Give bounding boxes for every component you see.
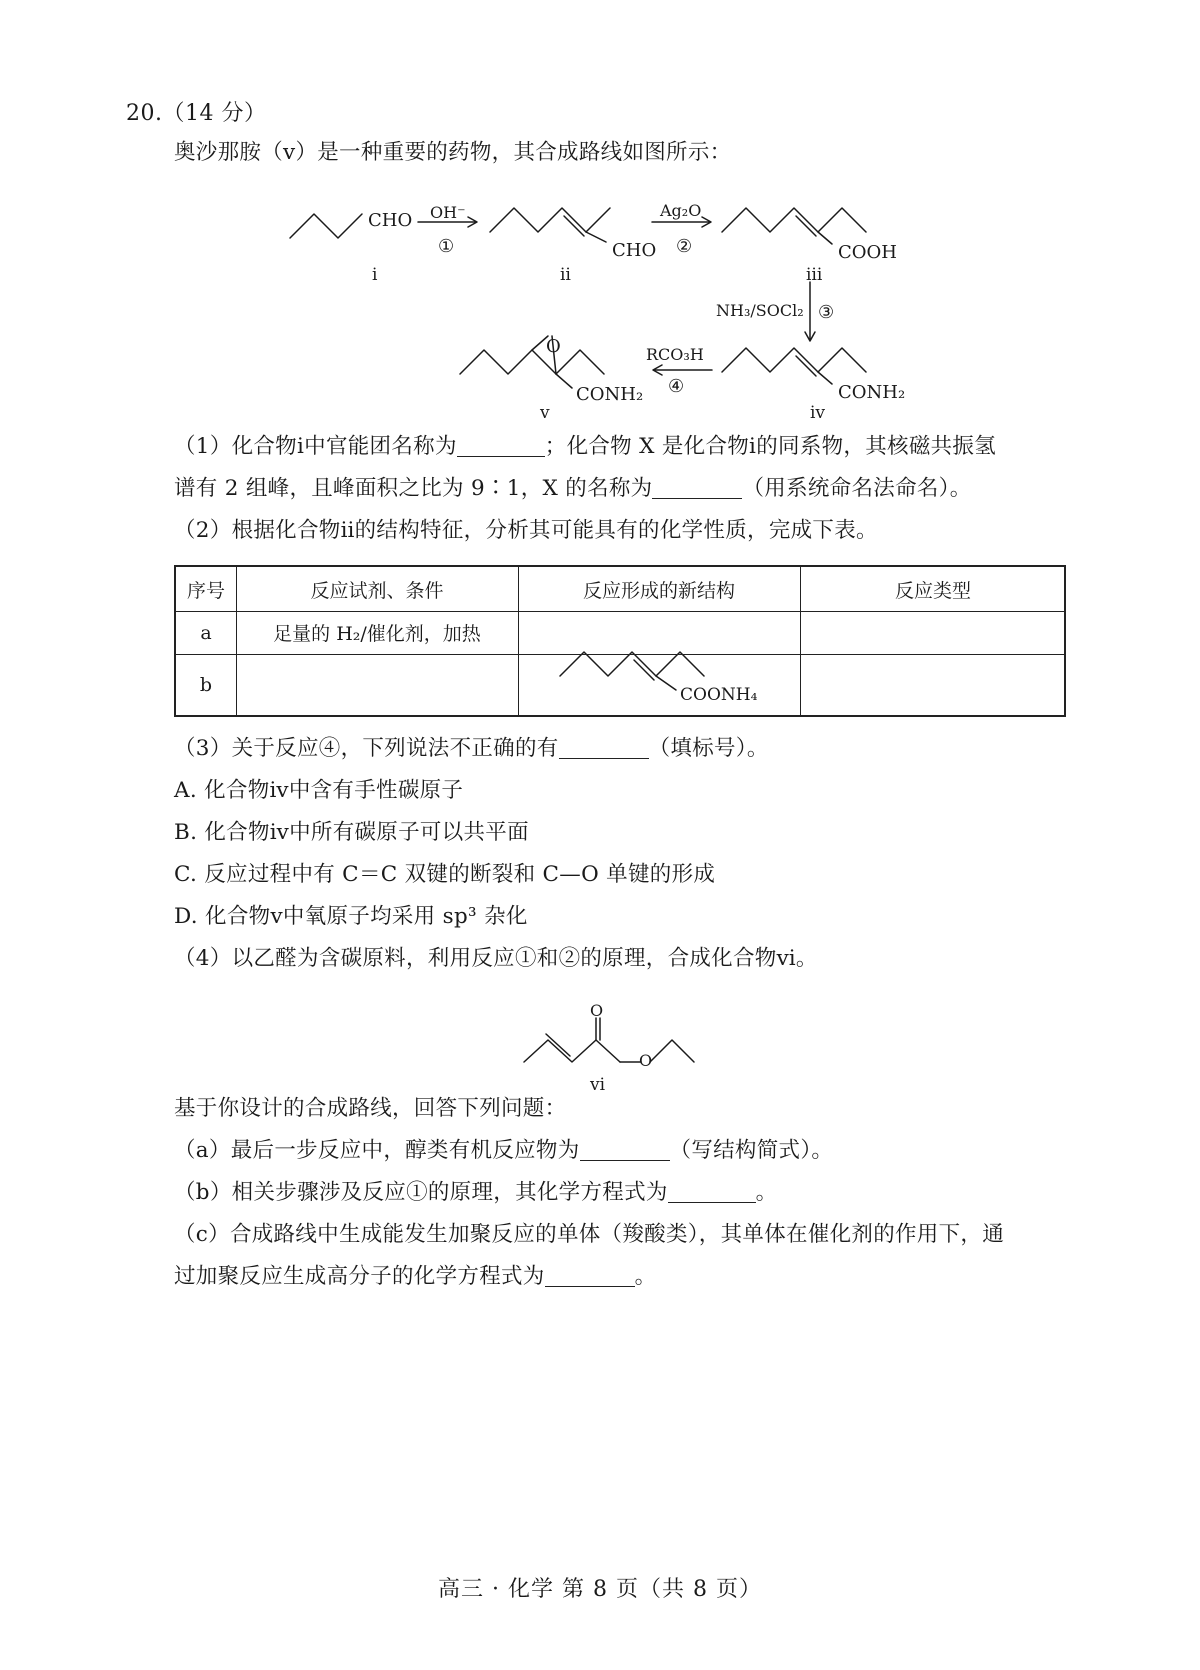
option-a: A. 化合物ⅳ中含有手性碳原子 [174,778,464,803]
part2-text: （2）根据化合物ⅱ的结构特征，分析其可能具有的化学性质，完成下表。 [174,518,878,543]
answer-blank-1[interactable] [457,434,545,457]
part1-line2 [174,474,972,504]
reagent-2: Ag₂O [660,201,702,220]
part4-b-tail: 。 [755,1180,778,1205]
part4-c-tail: 。 [634,1264,657,1289]
label-ii: ⅱ [560,265,571,285]
part4-c-text: 过加聚反应生成高分子的化学方程式为 [174,1264,545,1289]
part1-text-d: （用系统命名法命名）。 [742,476,972,501]
table-row-a-type-blank[interactable] [800,611,1066,654]
question-intro: 奥沙那胺（ⅴ）是一种重要的药物，其合成路线如图所示： [174,140,732,165]
reagent-1: OH⁻ [430,203,466,222]
table-header-id: 序号 [186,579,225,602]
step-4: ④ [668,376,685,397]
step-3: ③ [818,302,835,323]
compound-ii-skeleton [490,208,610,232]
option-b: B. 化合物ⅳ中所有碳原子可以共平面 [174,820,529,845]
compound-iv-skeleton [722,348,866,372]
part3-text-a: （3）关于反应④，下列说法不正确的有 [174,736,559,761]
part4-c-line1: （c）合成路线中生成能发生加聚反应的单体（羧酸类），其单体在催化剂的作用下，通 [174,1222,1004,1247]
answer-blank-2[interactable] [652,476,742,499]
part4-a-tail: （写结构简式）。 [669,1138,834,1163]
part1-text-b: ；化合物 X 是化合物ⅰ的同系物，其核磁共振氢 [544,434,997,459]
compound-vi-skeleton [524,1040,620,1062]
answer-blank-6[interactable] [545,1264,635,1287]
step-1: ① [438,236,455,257]
label-vi: ⅵ [590,1075,606,1095]
part1-text-c: 谱有 2 组峰，且峰面积之比为 9∶1，X 的名称为 [174,476,653,501]
answer-blank-5[interactable] [668,1180,756,1203]
part4-c-line2 [174,1262,656,1292]
compound-v-skeleton [460,350,604,374]
part4-b [174,1178,777,1208]
group-cho-i: CHO [368,210,413,231]
part1-text-a: （1）化合物ⅰ中官能团名称为 [174,434,457,459]
part1-line1 [174,432,996,462]
properties-table [174,565,1066,717]
table-row-a-structure-blank[interactable] [518,611,800,654]
label-iii: ⅲ [806,265,823,285]
ester-oxygen: O [639,1051,653,1070]
table-row-b-id: b [199,673,213,696]
page-footer: 高三 · 化学 第 8 页（共 8 页） [438,1577,762,1602]
label-iv: ⅳ [810,403,826,423]
question-header [126,96,267,127]
option-c: C. 反应过程中有 C＝C 双键的断裂和 C—O 单键的形成 [174,862,716,887]
table-row-b-reagent-blank[interactable] [236,654,518,715]
table-header-type: 反应类型 [894,579,971,602]
table-header-structure: 反应形成的新结构 [582,579,735,602]
part4-a [174,1136,833,1166]
answer-blank-4[interactable] [580,1138,670,1161]
compound-iii-skeleton [722,208,866,232]
part3-text-b: （填标号）。 [648,736,769,761]
table-group-coonh4: COONH₄ [680,685,758,705]
table-row-b-type-blank[interactable] [800,654,1066,715]
group-cho-ii: CHO [612,240,657,261]
group-cooh-iii: COOH [838,242,897,263]
step-2: ② [676,236,693,257]
group-conh2-v: CONH₂ [576,384,644,405]
table-header-reagent: 反应试剂、条件 [310,579,444,602]
question-score: （14 分） [162,101,267,126]
group-conh2-iv: CONH₂ [838,382,906,403]
table-row-a-id: a [200,621,212,644]
answer-blank-3[interactable] [559,736,649,759]
epoxide-oxygen: O [546,336,561,357]
reagent-3: NH₃/SOCl₂ [716,301,804,320]
option-d: D. 化合物ⅴ中氧原子均采用 sp³ 杂化 [174,904,528,929]
part4-text: （4）以乙醛为含碳原料，利用反应①和②的原理，合成化合物ⅵ。 [174,946,818,971]
table-row-a-reagent: 足量的 H₂/催化剂，加热 [273,623,481,645]
part4-b-text: （b）相关步骤涉及反应①的原理，其化学方程式为 [174,1180,668,1205]
carbonyl-oxygen: O [590,1001,604,1020]
reagent-4: RCO₃H [646,345,704,364]
label-v: ⅴ [540,403,550,423]
part4-lead: 基于你设计的合成路线，回答下列问题： [174,1096,567,1121]
question-number: 20. [126,101,163,126]
compound-i-skeleton [290,214,362,238]
part4-a-text: （a）最后一步反应中，醇类有机反应物为 [174,1138,580,1163]
label-i: ⅰ [372,265,378,285]
part3-stem [174,734,769,764]
